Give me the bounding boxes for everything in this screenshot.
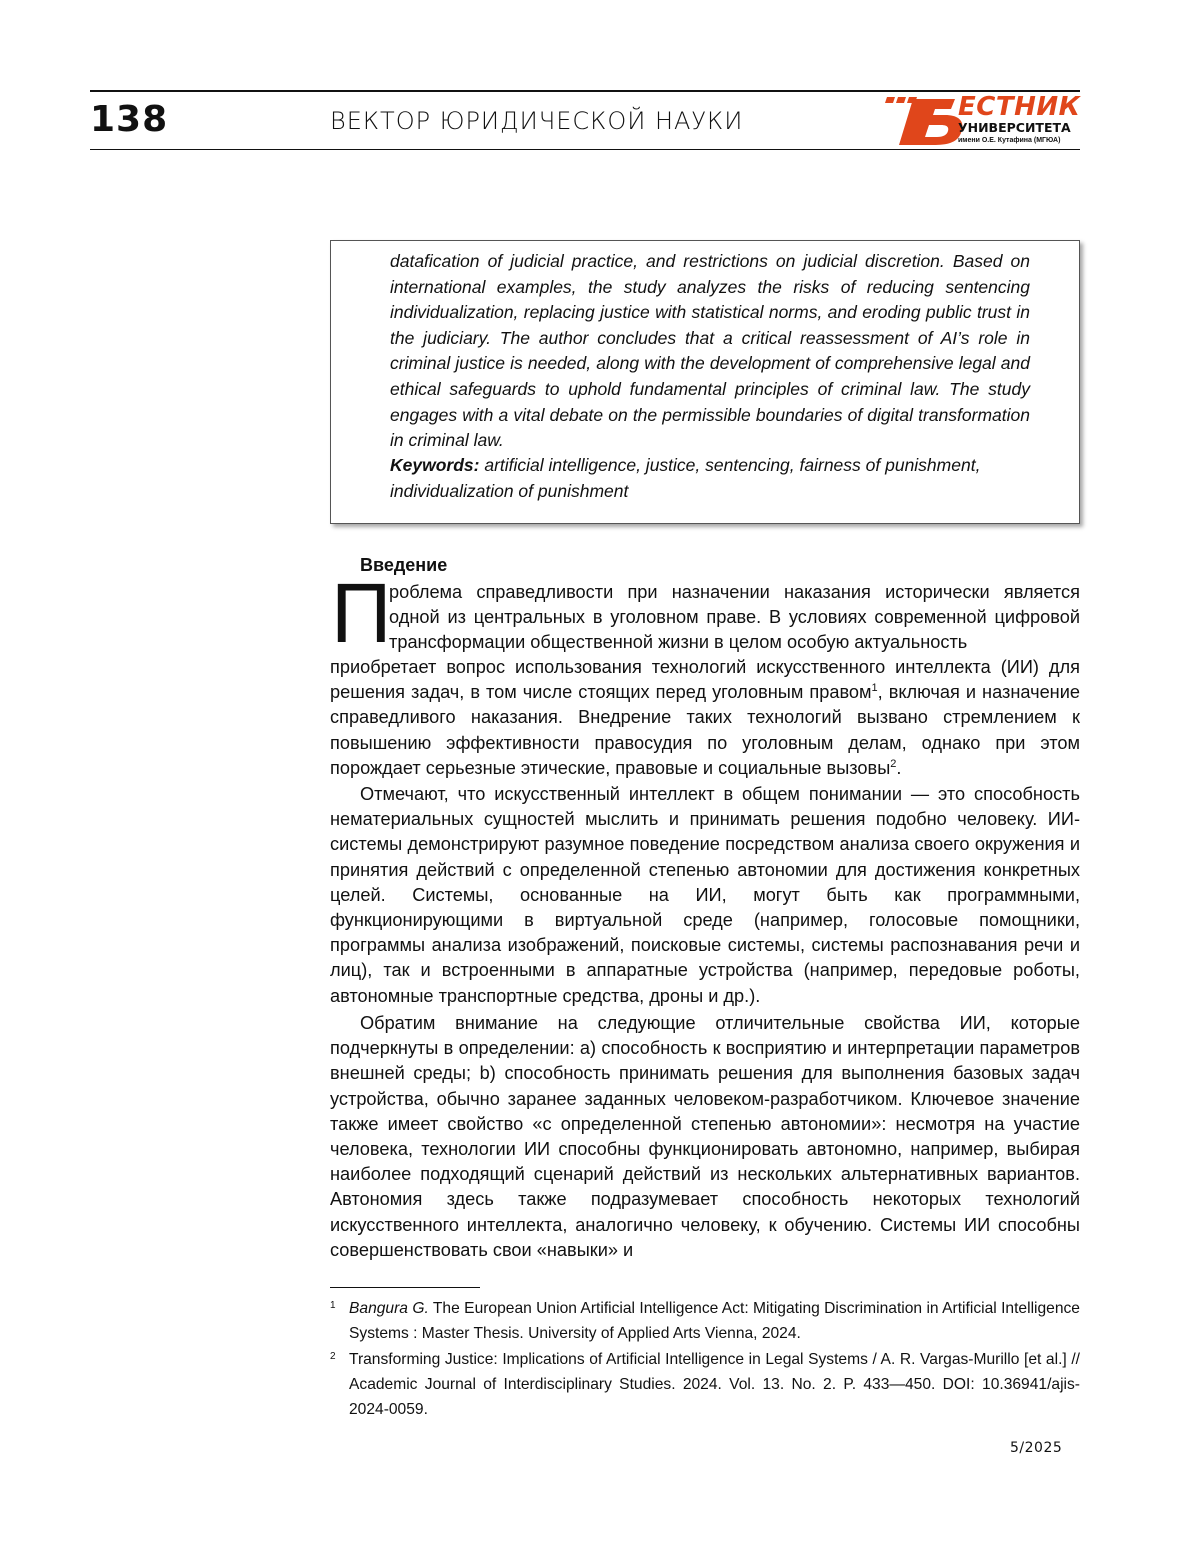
- footnote-ref-2[interactable]: 2: [890, 758, 896, 770]
- logo-university: УНИВЕРСИТЕТА: [958, 121, 1071, 135]
- keywords: [390, 453, 1030, 504]
- header-top-rule: [90, 90, 1080, 92]
- paragraph-1-start: роблема справедливости при назначении наказания исторически является одной из центральных в уголовном праве. В условиях современной цифровой трансформации общественной жизни в целом особую актуальность: [389, 580, 1080, 656]
- paragraph-3: Обратим внимание на следующие отличительные свойства ИИ, которые подчеркнуты в определении: a) способность к восприятию и интерпретации параметров внешней среды; b) способность принимать решения для выполнения базовых задач устройства, обычно заранее заданных человеком-разработчиком. Ключевое значение также имеет свойство «с определенной степенью автономии»: несмотря на участие человека, технологии ИИ способны функционировать автономно, например, выбирая наиболее подходящий сценарий действий из нескольких альтернативных вариантов. Автономия здесь также подразумевает способность некоторых технологий искусственного интеллекта, аналогично человеку, к обучению. Системы ИИ способны совершенствовать свои «навыки» и: [330, 1011, 1080, 1263]
- paragraph-1-rest: [330, 655, 1080, 781]
- footnote-2-mark: 2: [330, 1344, 336, 1369]
- paragraph-1-end: .: [896, 758, 901, 778]
- page-number: 138: [90, 98, 168, 142]
- logo-word: ЕСТНИК: [958, 93, 1080, 121]
- issue-number: 5/2025: [1010, 1440, 1062, 1456]
- footnote-rule: [330, 1287, 480, 1288]
- paragraph-1-text-a: приобретает вопрос использования технологий искусственного интеллекта (ИИ) для решения задач, в том числе стоящих перед уголовным правом: [330, 657, 1080, 702]
- footnote-1-text: The European Union Artificial Intelligence Act: Mitigating Discrimination in Artificial Intelligence Systems : Master Thesis. University of Applied Arts Vienna, 2024.: [349, 1300, 1080, 1342]
- paragraph-2: Отмечают, что искусственный интеллект в общем понимании — это способность нематериальных сущностей мыслить и принимать решения подобно человеку. ИИ-системы демонстрируют разумное поведение посредством анализа своего окружения и принятия действий с определенной степенью автономии для достижения конкретных целей. Системы, основанные на ИИ, могут быть как программными, функционирующими в виртуальной среде (например, голосовые помощники, программы анализа изображений, поисковые системы, системы распознавания речи и лиц), так и встроенными в аппаратные устройства (например, передовые роботы, автономные транспортные средства, дроны и др.).: [330, 782, 1080, 1009]
- section-heading: Введение: [360, 553, 447, 577]
- drop-cap: П: [331, 578, 391, 648]
- footnote-1-author: Bangura G.: [349, 1300, 429, 1317]
- footnote-ref-1[interactable]: 1: [872, 682, 878, 694]
- footnote-1-body: [349, 1296, 1080, 1346]
- paragraph-1-text-b: , включая и назначение справедливого наказания. Внедрение таких технологий вызвано стремлением к повышению эффективности правосудия по уголовным делам, однако при этом порождает серьезные этические, правовые и социальные вызовы: [330, 682, 1080, 778]
- keywords-label: Keywords:: [390, 455, 479, 475]
- abstract-text: datafication of judicial practice, and restrictions on judicial discretion. Based on international examples, the study analyzes the risks of reducing sentencing individualization, replacing justice with statistical norms, and eroding public trust in the judiciary. The author concludes that a critical reassessment of AI’s role in criminal justice is needed, along with the development of comprehensive legal and ethical safeguards to uphold fundamental principles of criminal law. The study engages with a vital debate on the permissible boundaries of digital transformation in criminal law.: [390, 249, 1030, 454]
- logo-subtitle: имени О.Е. Кутафина (МГЮА): [958, 136, 1060, 145]
- header-bottom-rule: [90, 149, 1080, 150]
- keywords-list: artificial intelligence, justice, sentencing, fairness of punishment, individualization of punishment: [390, 455, 980, 501]
- journal-title: ВЕКТОР ЮРИДИЧЕСКОЙ НАУКИ: [330, 106, 743, 136]
- footnote-1: [330, 1296, 1080, 1346]
- footnote-1-mark: 1: [330, 1293, 336, 1318]
- footnote-2-text: Transforming Justice: Implications of Artificial Intelligence in Legal Systems / A. R. Vargas-Murillo [et al.] // Academic Journal of Interdisciplinary Studies. 2024. Vol. 13. No. 2. P. 433—450. DOI: 10.36941/ajis-2024-0059.: [349, 1347, 1080, 1422]
- footnote-2: [330, 1347, 1080, 1422]
